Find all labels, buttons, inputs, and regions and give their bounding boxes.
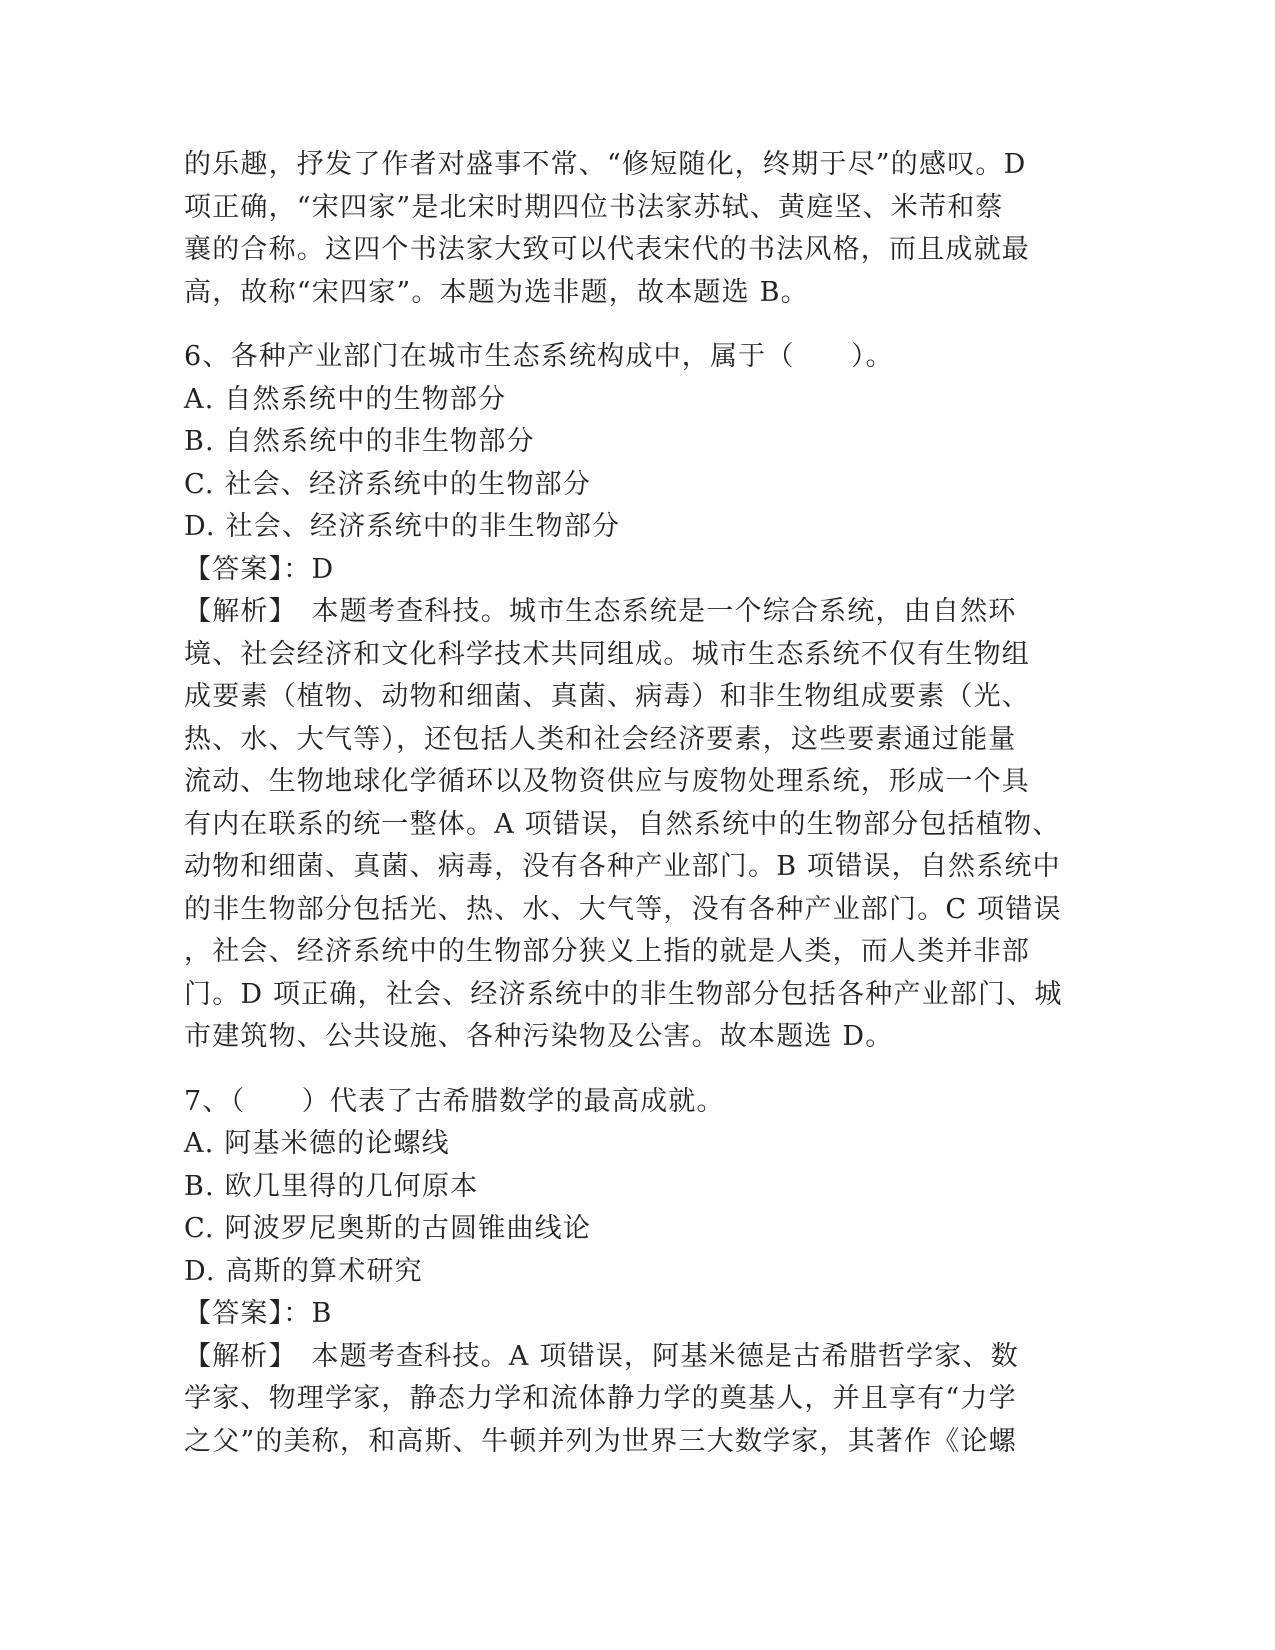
text-line: 襄的合称。这四个书法家大致可以代表宋代的书法风格，而且成就最 bbox=[184, 234, 1030, 265]
option-b: B. 自然系统中的非生物部分 bbox=[184, 426, 535, 457]
option-d: D. 社会、经济系统中的非生物部分 bbox=[184, 511, 621, 542]
analysis-line: 门。D 项正确，社会、经济系统中的非生物部分包括各种产业部门、城 bbox=[184, 978, 1063, 1010]
analysis-line: 学家、物理学家，静态力学和流体静力学的奠基人，并且享有“力学 bbox=[184, 1383, 1017, 1414]
text-line: 的乐趣，抒发了作者对盛事不常、“修短随化，终期于尽”的感叹。D bbox=[184, 149, 1027, 180]
option-a: A. 自然系统中的生物部分 bbox=[184, 383, 507, 415]
paragraph-gap bbox=[184, 314, 1084, 336]
answer-line: 【答案】：B bbox=[184, 1298, 333, 1329]
paragraph-gap bbox=[184, 1059, 1084, 1081]
document-page bbox=[184, 144, 1084, 1463]
analysis-line: 【解析】 本题考查科技。城市生态系统是一个综合系统，由自然环 bbox=[184, 596, 1017, 627]
analysis-line: 的非生物部分包括光、热、水、大气等，没有各种产业部门。C 项错误 bbox=[184, 893, 1062, 925]
option-b: B. 欧几里得的几何原本 bbox=[184, 1170, 479, 1202]
analysis-line: 成要素（植物、动物和细菌、真菌、病毒）和非生物组成要素（光、 bbox=[184, 681, 1030, 712]
question-stem: 7、（ ）代表了古希腊数学的最高成就。 bbox=[184, 1085, 725, 1117]
analysis-line: 有内在联系的统一整体。A 项错误，自然系统中的生物部分包括植物、 bbox=[184, 808, 1061, 840]
question-7 bbox=[184, 1081, 1084, 1464]
analysis-line: 市建筑物、公共设施、各种污染物及公害。故本题选 D。 bbox=[184, 1021, 894, 1052]
previous-analysis-continuation bbox=[184, 144, 1084, 314]
analysis-line: 境、社会经济和文化科学技术共同组成。城市生态系统不仅有生物组 bbox=[184, 638, 1030, 670]
analysis-line: 之父”的美称，和高斯、牛顿并列为世界三大数学家，其著作《论螺 bbox=[184, 1425, 1017, 1457]
option-d: D. 高斯的算术研究 bbox=[184, 1255, 423, 1287]
option-c: C. 社会、经济系统中的生物部分 bbox=[184, 468, 592, 500]
analysis-line: 流动、生物地球化学循环以及物资供应与废物处理系统，形成一个具 bbox=[184, 766, 1030, 797]
analysis-line: 热、水、大气等），还包括人类和社会经济要素，这些要素通过能量 bbox=[184, 723, 1017, 755]
analysis-line: 【解析】 本题考查科技。A 项错误，阿基米德是古希腊哲学家、数 bbox=[184, 1340, 1019, 1372]
text-line: 高，故称“宋四家”。本题为选非题，故本题选 B。 bbox=[184, 276, 809, 308]
question-stem: 6、各种产业部门在城市生态系统构成中，属于（ ）。 bbox=[184, 341, 894, 372]
analysis-line: 动物和细菌、真菌、病毒，没有各种产业部门。B 项错误，自然系统中 bbox=[184, 851, 1061, 882]
answer-line: 【答案】：D bbox=[184, 553, 335, 585]
analysis-line: ，社会、经济系统中的生物部分狭义上指的就是人类，而人类并非部 bbox=[184, 936, 1030, 967]
option-a: A. 阿基米德的论螺线 bbox=[184, 1128, 450, 1159]
question-6 bbox=[184, 336, 1084, 1059]
text-line: 项正确，“宋四家”是北宋时期四位书法家苏轼、黄庭坚、米芾和蔡 bbox=[184, 191, 1004, 223]
analysis-block bbox=[184, 1336, 1084, 1464]
analysis-block bbox=[184, 591, 1084, 1059]
option-c: C. 阿波罗尼奥斯的古圆锥曲线论 bbox=[184, 1213, 592, 1244]
